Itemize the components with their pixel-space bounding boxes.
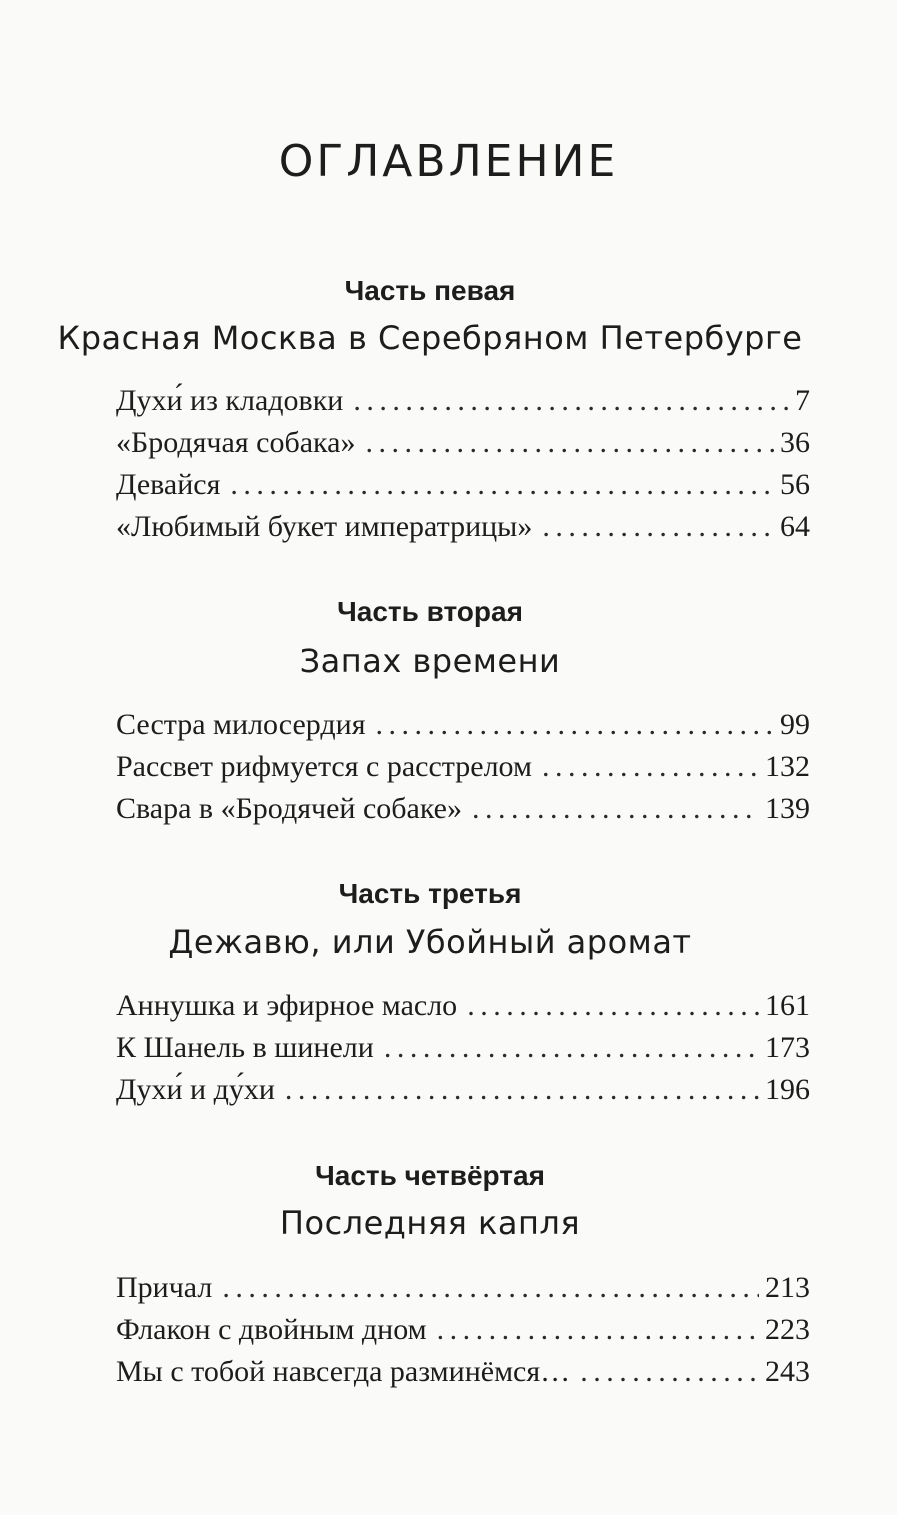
dot-leader (230, 464, 774, 506)
chapter-entry[interactable] (116, 1027, 810, 1069)
chapter-page-number: 7 (795, 384, 810, 417)
chapter-entry[interactable] (116, 1309, 810, 1351)
chapter-title: Аннушка и эфирное масло (116, 989, 458, 1022)
part-4-label: Часть четвёртая (315, 1160, 545, 1191)
chapter-entry[interactable] (116, 422, 810, 464)
chapter-entry[interactable] (116, 1069, 810, 1111)
dot-leader (467, 985, 759, 1027)
chapter-title: Духи́ и ду́хи (116, 1073, 275, 1106)
chapter-title: «Бродячая собака» (116, 426, 356, 459)
chapter-page-number: 213 (765, 1271, 810, 1304)
chapter-title: К Шанель в шинели (116, 1031, 374, 1064)
dot-leader (285, 1069, 759, 1111)
part-4-title: Последняя капля (279, 1204, 581, 1242)
chapter-page-number: 99 (780, 708, 810, 741)
chapter-entry[interactable] (116, 1267, 810, 1309)
part-1-chapter-list (116, 380, 810, 548)
chapter-page-number: 223 (765, 1313, 810, 1346)
chapter-title: Рассвет рифмуется с расстрелом (116, 750, 532, 783)
chapter-title: Свара в «Бродячей собаке» (116, 792, 462, 825)
chapter-entry[interactable] (116, 985, 810, 1027)
dot-leader (353, 380, 789, 422)
chapter-title: Причал (116, 1271, 213, 1304)
dot-leader (222, 1267, 759, 1309)
chapter-page-number: 196 (765, 1073, 810, 1106)
part-2-label: Часть вторая (337, 596, 523, 627)
dot-leader (365, 422, 774, 464)
part-3-title: Дежавю, или Убойный аромат (168, 923, 692, 961)
chapter-page-number: 161 (765, 989, 810, 1022)
dot-leader (376, 704, 774, 746)
chapter-page-number: 64 (780, 510, 810, 543)
chapter-entry[interactable] (116, 746, 810, 788)
dot-leader (542, 746, 759, 788)
chapter-title: Сестра милосердия (116, 708, 366, 741)
chapter-title: Девайся (116, 468, 221, 501)
chapter-page-number: 173 (765, 1031, 810, 1064)
chapter-title: Духи́ из кладовки (116, 384, 344, 417)
chapter-page-number: 139 (765, 792, 810, 825)
dot-leader (580, 1351, 759, 1393)
chapter-page-number: 36 (780, 426, 810, 459)
page-title: ОГЛАВЛЕНИЕ (278, 136, 619, 187)
dot-leader (437, 1309, 759, 1351)
chapter-page-number: 56 (780, 468, 810, 501)
part-3-label: Часть третья (338, 878, 522, 909)
part-1-label: Часть певая (344, 275, 516, 306)
part-1-title: Красная Москва в Серебряном Петербурге (57, 319, 803, 357)
part-2-title: Запах времени (299, 642, 561, 680)
chapter-page-number: 132 (765, 750, 810, 783)
chapter-entry[interactable] (116, 464, 810, 506)
dot-leader (384, 1027, 759, 1069)
chapter-entry[interactable] (116, 788, 810, 830)
chapter-title: Флакон с двойным дном (116, 1313, 427, 1346)
part-4-chapter-list (116, 1267, 810, 1393)
chapter-entry[interactable] (116, 380, 810, 422)
chapter-page-number: 243 (765, 1355, 810, 1388)
chapter-entry[interactable] (116, 704, 810, 746)
chapter-title: Мы с тобой навсегда разминёмся… (116, 1355, 571, 1388)
part-3-chapter-list (116, 985, 810, 1111)
chapter-entry[interactable] (116, 1351, 810, 1393)
chapter-entry[interactable] (116, 506, 810, 548)
dot-leader (542, 506, 774, 548)
part-2-chapter-list (116, 704, 810, 830)
dot-leader (472, 788, 759, 830)
chapter-title: «Любимый букет императрицы» (116, 510, 533, 543)
